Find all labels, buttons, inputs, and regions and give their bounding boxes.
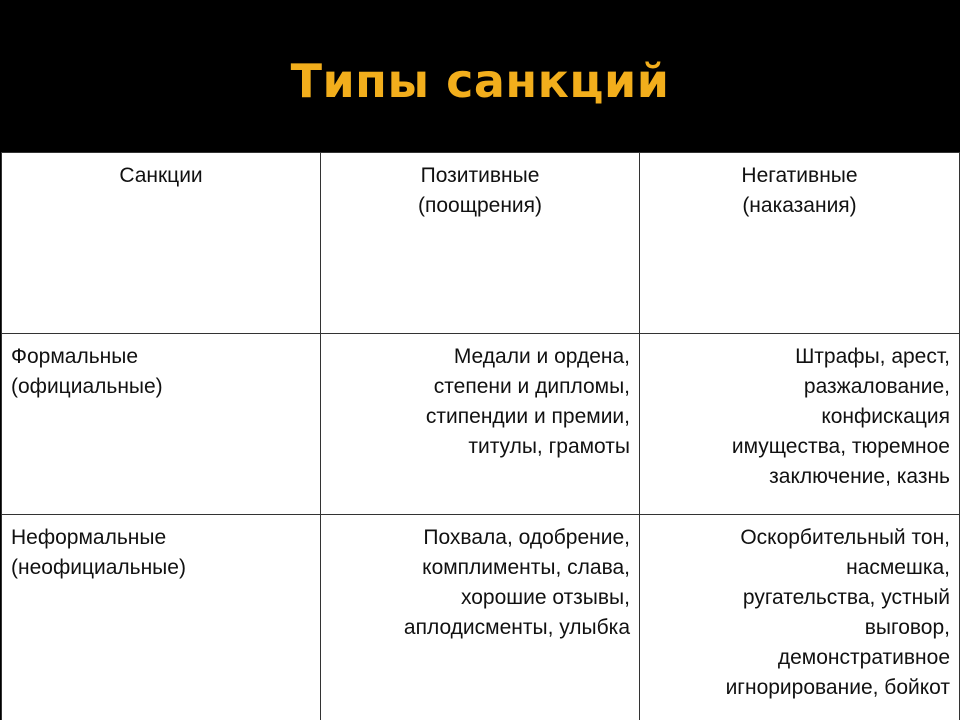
informal-positive-text: Похвала, одобрение, комплименты, слава, хорошие отзывы, аплодисменты, улыбка xyxy=(403,526,630,639)
header-positive-text: Позитивные (поощрения) xyxy=(417,164,543,217)
header-cell-positive xyxy=(321,153,640,334)
sanctions-table xyxy=(1,152,960,720)
positive-cell xyxy=(321,334,640,515)
negative-cell xyxy=(640,515,960,720)
row-label-formal: Формальные (официальные) xyxy=(11,345,163,398)
header-negative-text: Негативные (наказания) xyxy=(741,164,858,217)
header-cell-sanctions xyxy=(2,153,321,334)
header-sanctions-text: Санкции xyxy=(119,164,203,187)
header-cell-negative xyxy=(640,153,960,334)
row-label-cell xyxy=(2,515,321,720)
slide-title: Типы санкций xyxy=(290,54,670,108)
row-label-cell xyxy=(2,334,321,515)
informal-negative-text: Оскорбительный тон, насмешка, ругательства, устный выговор, демонстративное игнорирование, бойкот xyxy=(725,526,950,699)
table-row-informal xyxy=(2,515,960,720)
formal-positive-text: Медали и ордена, степени и дипломы, стипендии и премии, титулы, грамоты xyxy=(425,345,630,458)
formal-negative-text: Штрафы, арест, разжалование, конфискация имущества, тюремное заключение, казнь xyxy=(731,345,950,488)
row-label-informal: Неформальные (неофициальные) xyxy=(11,526,186,579)
positive-cell xyxy=(321,515,640,720)
table-header-row xyxy=(2,153,960,334)
table-row-formal xyxy=(2,334,960,515)
negative-cell xyxy=(640,334,960,515)
